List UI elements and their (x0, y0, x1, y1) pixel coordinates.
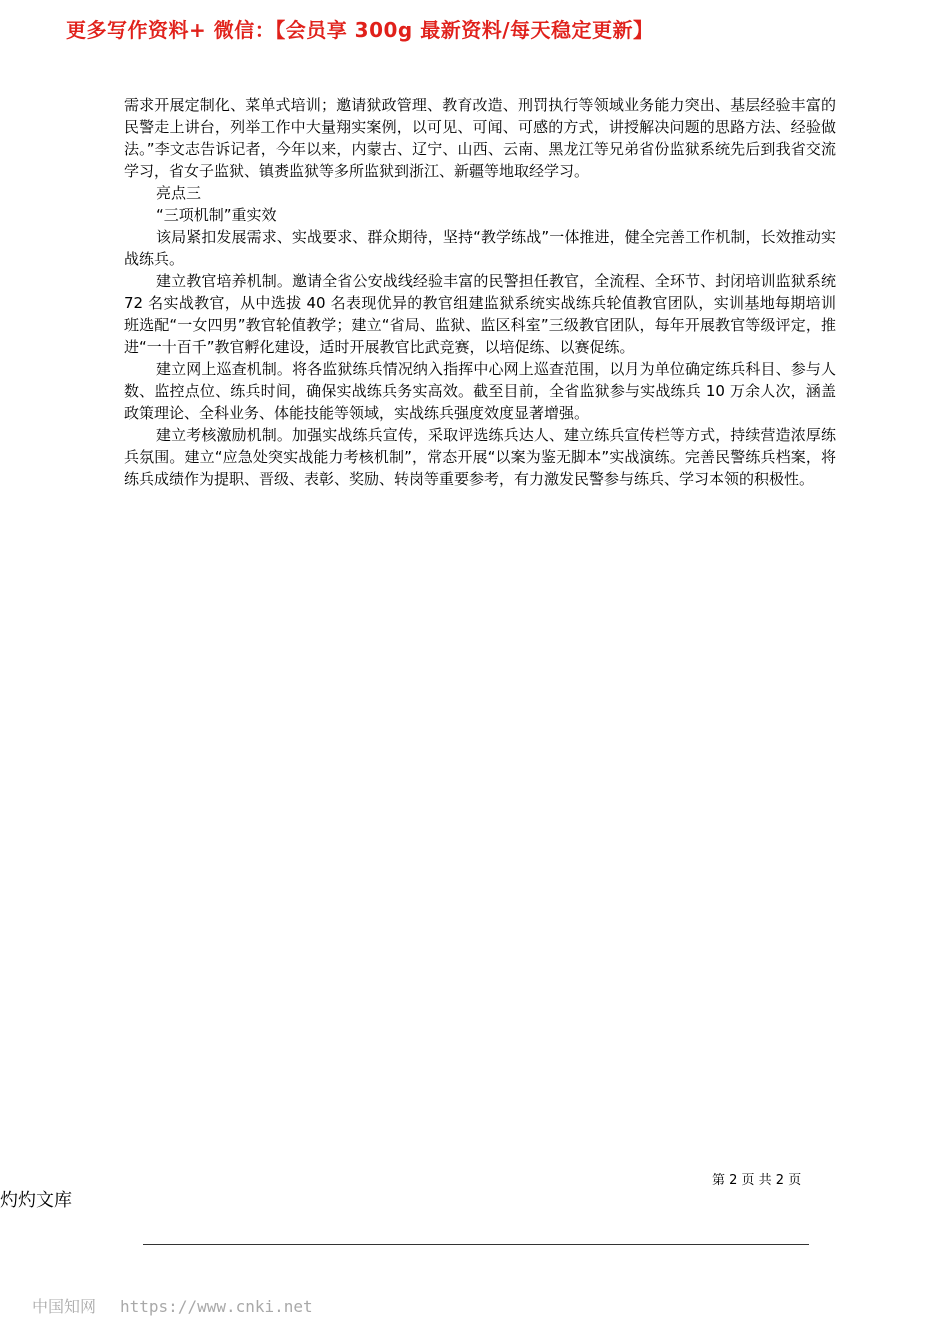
paragraph-intro: 该局紧扣发展需求、实战要求、群众期待，坚持“教学练战”一体推进，健全完善工作机制，长效推动实战练兵。 (124, 228, 836, 268)
section-heading: 亮点三 (156, 184, 202, 202)
paragraph-patrol-mechanism: 建立网上巡查机制。将各监狱练兵情况纳入指挥中心网上巡查范围，以月为单位确定练兵科目、参与人数、监控点位、练兵时间，确保实战练兵务实高效。截至目前，全省监狱参与实战练兵 10 万余人次，涵盖政策理论、全科业务、体能技能等领域，实战练兵强度效度显著增强。 (124, 360, 836, 422)
watermark-url: https://www.cnki.net (120, 1297, 313, 1316)
footer-brand: 灼灼文库 (0, 1190, 72, 1211)
page-indicator: 第 2 页 共 2 页 (712, 1173, 802, 1188)
paragraph-instructor-mechanism: 建立教官培养机制。邀请全省公安战线经验丰富的民警担任教官，全流程、全环节、封闭培训监狱系统 72 名实战教官，从中选拔 40 名表现优异的教官组建监狱系统实战练兵轮值教官团队，实训基地每期培训班选配“一女四男”教官轮值教学；建立“省局、监狱、监区科室”三级教官团队，每年开展教官等级评定，推进“一十百千”教官孵化建设，适时开展教官比武竞赛，以培促练、以赛促练。 (124, 272, 836, 356)
paragraph-1: 需求开展定制化、菜单式培训；邀请狱政管理、教育改造、刑罚执行等领域业务能力突出、基层经验丰富的民警走上讲台，列举工作中大量翔实案例，以可见、可闻、可感的方式，讲授解决问题的思路方法、经验做法。”李文志告诉记者，今年以来，内蒙古、辽宁、山西、云南、黑龙江等兄弟省份监狱系统先后到我省交流学习，省女子监狱、镇赉监狱等多所监狱到浙江、新疆等地取经学习。 (124, 96, 836, 180)
paragraph-incentive-mechanism: 建立考核激励机制。加强实战练兵宣传，采取评选练兵达人、建立练兵宣传栏等方式，持续营造浓厚练兵氛围。建立“应急处突实战能力考核机制”，常态开展“以案为鉴无脚本”实战演练。完善民警练兵档案，将练兵成绩作为提职、晋级、表彰、奖励、转岗等重要参考，有力激发民警参与练兵、学习本领的积极性。 (124, 426, 836, 488)
section-subheading: “三项机制”重实效 (156, 206, 277, 224)
document-body (124, 94, 836, 490)
watermark (32, 1294, 313, 1317)
watermark-name: 中国知网 (32, 1297, 97, 1316)
header-banner: 更多写作资料+ 微信：【会员享 300g 最新资料/每天稳定更新】 (66, 18, 654, 42)
footer-divider (143, 1244, 809, 1245)
